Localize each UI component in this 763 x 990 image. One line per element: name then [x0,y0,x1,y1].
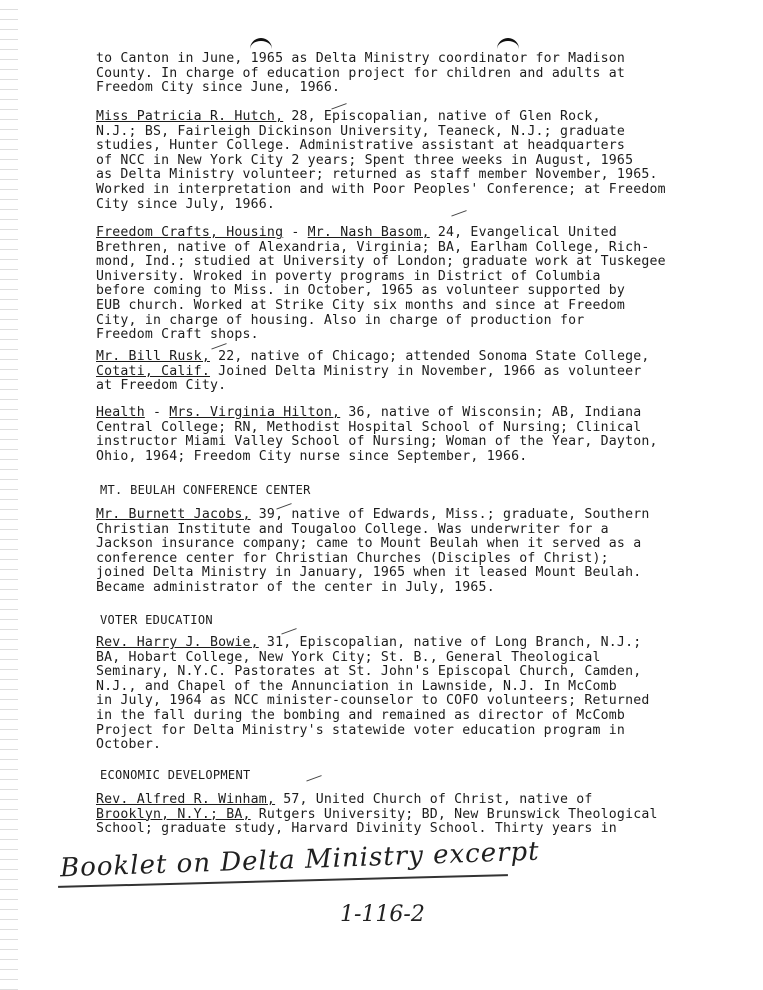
staff-name: Rev. Alfred R. Winham, [96,792,276,807]
section-heading: ECONOMIC DEVELOPMENT [100,768,251,782]
paragraph-nash-basom [96,226,696,343]
text-line: as Delta Ministry volunteer; returned as staff member November, 1965. [96,167,658,183]
text-line [96,793,696,808]
text-fragment: 28, Episcopalian, native of Glen Rock, [283,109,601,124]
text-line: Central College; RN, Methodist Hospital School of Nursing; Clinical [96,419,642,435]
text-line [96,508,696,523]
text-line: Brethren, native of Alexandria, Virginia; BA, Earlham College, Rich- [96,239,650,255]
staff-name: Rev. Harry J. Bowie, [96,635,259,650]
text-fragment: 57, United Church of Christ, native of [275,792,593,807]
staff-name: Miss Patricia R. Hutch, [96,109,284,124]
page-number: 1-116-2 [340,902,425,927]
text-line: Project for Delta Ministry's statewide voter education program in [96,722,626,738]
binder-hole-mark [497,38,519,51]
text-fragment: 39, native of Edwards, Miss.; graduate, Southern [250,507,650,522]
text-line [96,406,696,421]
text-fragment: 24, Evangelical United [429,225,617,240]
text-line: studies, Hunter College. Administrative assistant at headquarters [96,138,626,154]
text-line: joined Delta Ministry in January, 1965 when it leased Mount Beulah. [96,565,642,581]
text-line: in July, 1964 as NCC minister-counselor to COFO volunteers; Returned [96,693,650,709]
text-line: BA, Hobart College, New York City; St. B., General Theological [96,649,601,665]
paragraph-virginia-hilton [96,406,696,464]
staff-name: Mrs. Virginia Hilton, [169,405,341,420]
text-line: before coming to Miss. in October, 1965 as volunteer supported by [96,283,626,299]
paragraph-bill-rusk [96,350,696,394]
text-line: N.J., and Chapel of the Annunciation in Lawnside, N.J. In McComb [96,678,617,694]
text-line: City, in charge of housing. Also in charge of production for [96,312,585,328]
text-line: mond, Ind.; studied at University of London; graduate work at Tuskegee [96,254,666,270]
handwritten-note: Booklet on Delta Ministry excerpt [59,836,541,884]
text-fragment: - [144,405,170,420]
text-line [96,110,696,125]
text-line: EUB church. Worked at Strike City six months and since at Freedom [96,297,626,313]
text-line: Jackson insurance company; came to Mount Beulah when it served as a [96,536,642,552]
text-line: Seminary, N.Y.C. Pastorates at St. John's Episcopal Church, Camden, [96,664,642,680]
text-line [96,350,696,365]
text-fragment: Rutgers University; BD, New Brunswick Theological [250,806,658,822]
text-line: Ohio, 1964; Freedom City nurse since September, 1966. [96,448,528,464]
text-line: in the fall during the bombing and remained as director of McComb [96,707,626,723]
text-fragment: Joined Delta Ministry in November, 1966 as volunteer [209,363,642,379]
text-line: Freedom Craft shops. [96,327,259,343]
section-label: Freedom Crafts, Housing [96,225,284,240]
pen-tick-mark [279,622,296,634]
binder-hole-mark [250,38,272,51]
text-line [96,808,696,823]
staff-name: Mr. Burnett Jacobs, [96,507,251,522]
text-line: School; graduate study, Harvard Divinity School. Thirty years in [96,821,617,837]
paragraph-burnett-jacobs [96,508,696,596]
text-line: Christian Institute and Tougaloo College. Was underwriter for a [96,521,609,537]
text-line: County. In charge of education project for children and adults at [96,65,626,81]
staff-name: Mr. Bill Rusk, [96,349,210,364]
text-fragment: 31, Episcopalian, native of Long Branch, N.J.; [258,635,642,650]
text-line: instructor Miami Valley School of Nursing; Woman of the Year, Dayton, [96,434,658,450]
text-fragment: Cotati, Calif. [96,363,210,379]
paragraph-alfred-winham [96,793,696,837]
text-line: City since July, 1966. [96,196,276,212]
text-fragment: 36, native of Wisconsin; AB, Indiana [340,405,642,420]
text-fragment: Brooklyn, N.Y.; BA, [96,806,251,822]
paragraph-intro [96,52,696,96]
text-line: N.J.; BS, Fairleigh Dickinson University, Teaneck, N.J.; graduate [96,123,626,139]
staff-name: Mr. Nash Basom, [307,225,430,240]
text-line: Worked in interpretation and with Poor Peoples' Conference; at Freedom [96,181,666,197]
paragraph-harry-bowie [96,636,696,753]
text-fragment: 22, native of Chicago; attended Sonoma State College, [209,349,650,364]
scan-margin-marks [0,0,18,990]
text-line: at Freedom City. [96,378,227,394]
text-line: October. [96,737,162,753]
pen-tick-mark [304,769,321,781]
text-fragment: - [283,225,308,240]
text-line [96,636,696,651]
section-heading: VOTER EDUCATION [100,613,213,627]
pen-tick-mark [329,97,346,109]
text-line: Freedom City since June, 1966. [96,80,341,96]
section-heading: MT. BEULAH CONFERENCE CENTER [100,483,311,497]
text-line [96,226,696,241]
paragraph-patricia-hutch [96,110,696,212]
text-line: of NCC in New York City 2 years; Spent three weeks in August, 1965 [96,152,634,168]
text-line [96,365,696,380]
text-line: conference center for Christian Churches (Disciples of Christ); [96,550,609,566]
text-line: to Canton in June, 1965 as Delta Ministry coordinator for Madison [96,51,626,66]
text-line: University. Wroked in poverty programs in District of Columbia [96,268,601,284]
text-line: Became administrator of the center in July, 1965. [96,579,495,595]
section-label: Health [96,405,145,420]
